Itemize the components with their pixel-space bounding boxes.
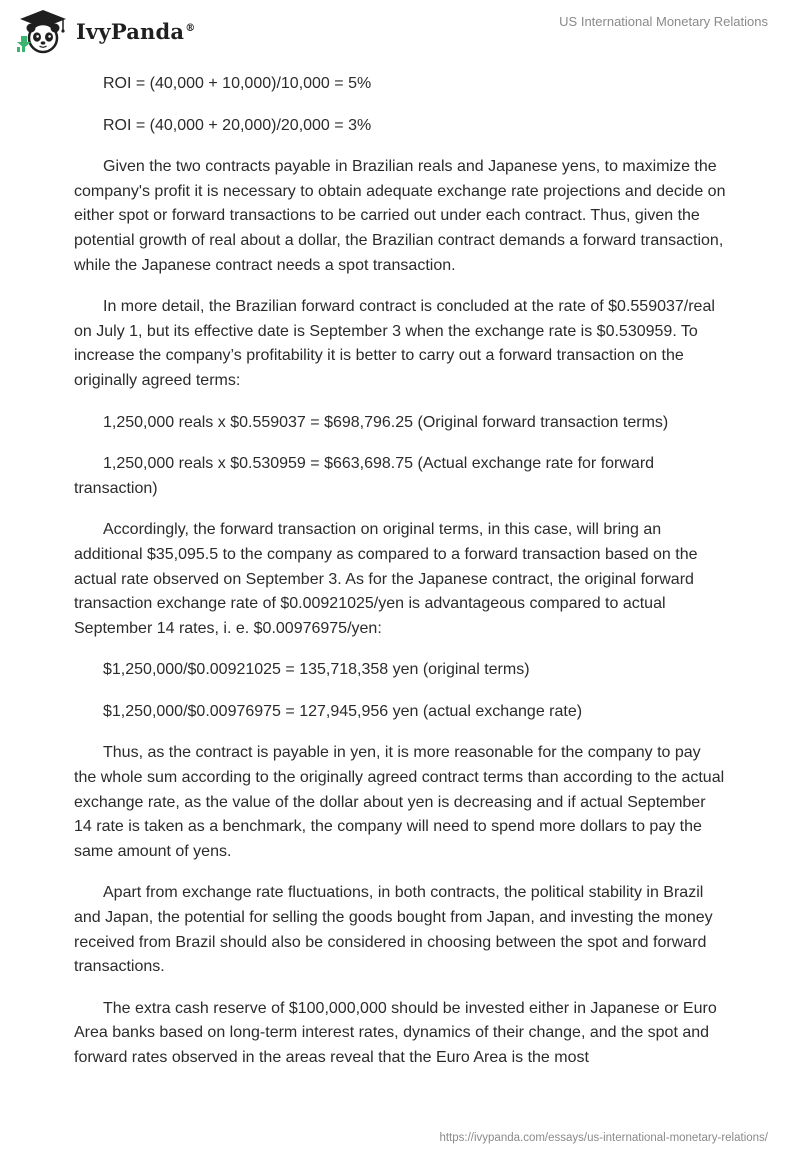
- paragraph-yen-conclusion: Thus, as the contract is payable in yen, it is more reasonable for the company to pay the whole sum according to the originally agreed contract terms than according to the actual exchange rate, as the value of the dollar about yen is decreasing and if actual September 14 rate is taken as a benchmark, the company will need to spend more dollars to pay the same amount of yens.: [74, 744, 725, 860]
- paragraph-other-factors: Apart from exchange rate fluctuations, in both contracts, the political stability in Brazil and Japan, the potential for selling the goods bought from Japan, and investing the money received from Brazil should also be considered in choosing between the spot and forward transactions.: [74, 884, 713, 976]
- paragraph-forward-comparison: Accordingly, the forward transaction on original terms, in this case, will bring an additional $35,095.5 to the company as compared to a forward transaction based on the actual rate observed on September 3. As for the Japanese contract, the original forward transaction exchange rate of $0.00921025/yen is advantageous compared to actual September 14 rates, i. e. $0.00976975/yen:: [74, 521, 698, 637]
- calculation-actual-rate-yen: $1,250,000/$0.00976975 = 127,945,956 yen (actual exchange rate): [103, 702, 583, 720]
- page-header: [0, 0, 800, 60]
- equation-roi-1: ROI = (40,000 + 10,000)/10,000 = 5%: [103, 75, 372, 92]
- calculation-actual-rate-reals: 1,250,000 reals x $0.530959 = $663,698.75 (Actual exchange rate for forward transaction): [74, 455, 655, 497]
- brand-name: IvyPanda®: [76, 18, 196, 44]
- source-url-link[interactable]: https://ivypanda.com/essays/us-international-monetary-relations/: [439, 1132, 768, 1144]
- panda-graduate-icon: [14, 8, 72, 54]
- paragraph-cash-reserve: The extra cash reserve of $100,000,000 should be invested either in Japanese or Euro Area banks based on long-term interest rates, dynamics of their change, and the spot and forward rates observed in the areas reveal that the Euro Area is the most: [74, 999, 717, 1066]
- calculation-original-terms-reals: 1,250,000 reals x $0.559037 = $698,796.25 (Original forward transaction terms): [103, 413, 669, 431]
- essay-body: [74, 72, 726, 1088]
- document-title: US International Monetary Relations: [559, 14, 768, 29]
- equation-roi-2: ROI = (40,000 + 20,000)/20,000 = 3%: [103, 116, 372, 134]
- brand-logo[interactable]: [14, 8, 195, 54]
- paragraph-contracts-overview: Given the two contracts payable in Brazilian reals and Japanese yens, to maximize the company's profit it is necessary to obtain adequate exchange rate projections and decide on either spot or forward transactions to be carried out under each contract. Thus, given the potential growth of real about a dollar, the Brazilian contract demands a forward transaction, while the Japanese contract needs a spot transaction.: [74, 158, 726, 274]
- calculation-original-terms-yen: $1,250,000/$0.00921025 = 135,718,358 yen (original terms): [103, 661, 530, 679]
- paragraph-brazilian-contract: In more detail, the Brazilian forward contract is concluded at the rate of $0.559037/real on July 1, but its effective date is September 3 when the exchange rate is $0.530959. To increase the company’s profitability it is better to carry out a forward transaction on the originally agreed terms:: [74, 298, 715, 389]
